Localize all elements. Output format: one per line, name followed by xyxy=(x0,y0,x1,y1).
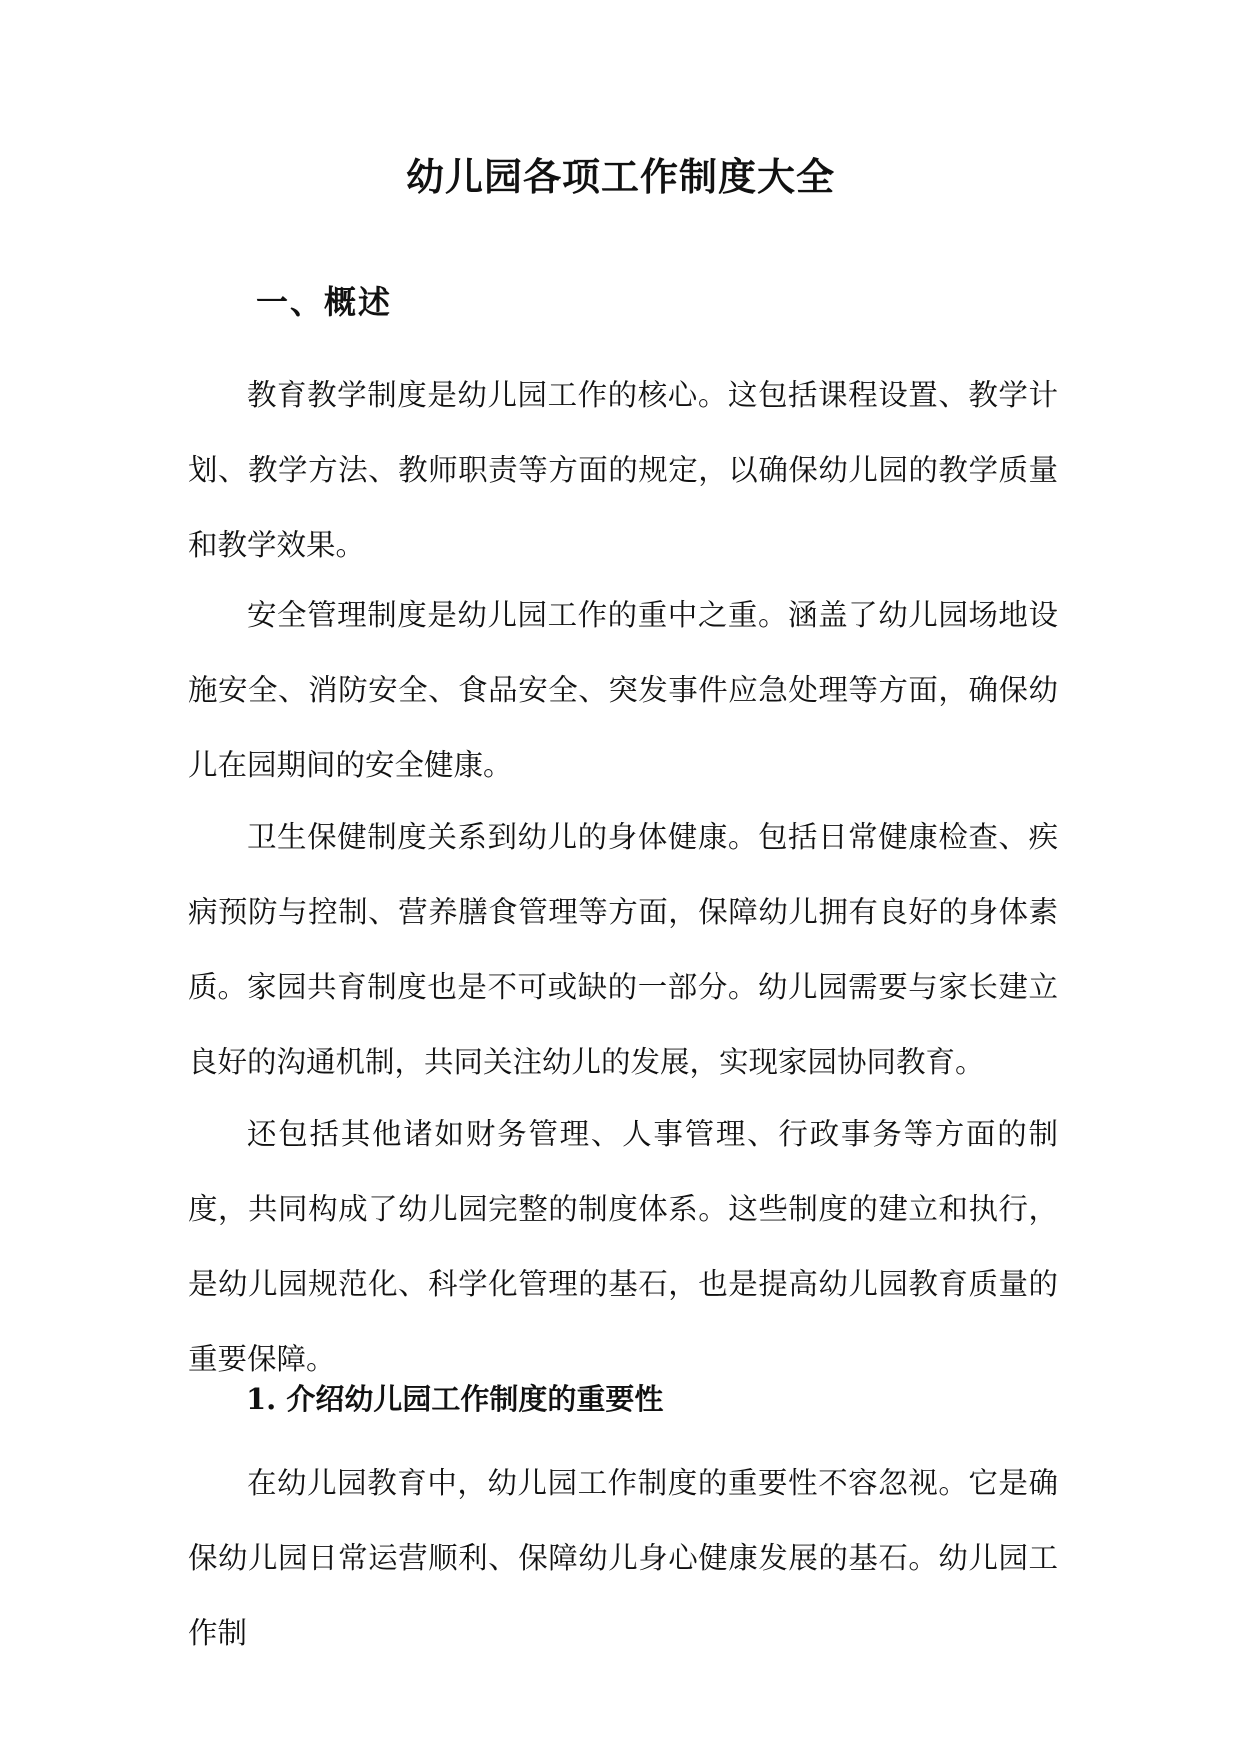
paragraph-safety-system: 安全管理制度是幼儿园工作的重中之重。涵盖了幼儿园场地设施安全、消防安全、食品安全、突发事件应急处理等方面，确保幼儿在园期间的安全健康。 xyxy=(188,598,1058,782)
paragraph-other-systems: 还包括其他诸如财务管理、人事管理、行政事务等方面的制度，共同构成了幼儿园完整的制度体系。这些制度的建立和执行，是幼儿园规范化、科学化管理的基石，也是提高幼儿园教育质量的重要保障。 xyxy=(188,1117,1058,1376)
subsection-heading-importance: 1. 介绍幼儿园工作制度的重要性 xyxy=(246,1382,664,1416)
document-title: 幼儿园各项工作制度大全 xyxy=(405,154,835,199)
paragraph-teaching-system: 教育教学制度是幼儿园工作的核心。这包括课程设置、教学计划、教学方法、教师职责等方面的规定，以确保幼儿园的教学质量和教学效果。 xyxy=(188,378,1058,562)
paragraph-importance: 在幼儿园教育中，幼儿园工作制度的重要性不容忽视。它是确保幼儿园日常运营顺利、保障幼儿身心健康发展的基石。幼儿园工作制 xyxy=(188,1466,1058,1650)
paragraph-health-system: 卫生保健制度关系到幼儿的身体健康。包括日常健康检查、疾病预防与控制、营养膳食管理等方面，保障幼儿拥有良好的身体素质。 xyxy=(188,820,1058,1004)
paragraph-home-school-system: 家园共育制度也是不可或缺的一部分。幼儿园需要与家长建立良好的沟通机制，共同关注幼儿的发展，实现家园协同教育。 xyxy=(188,970,1058,1079)
section-heading-overview: 一、概述 xyxy=(256,283,393,321)
